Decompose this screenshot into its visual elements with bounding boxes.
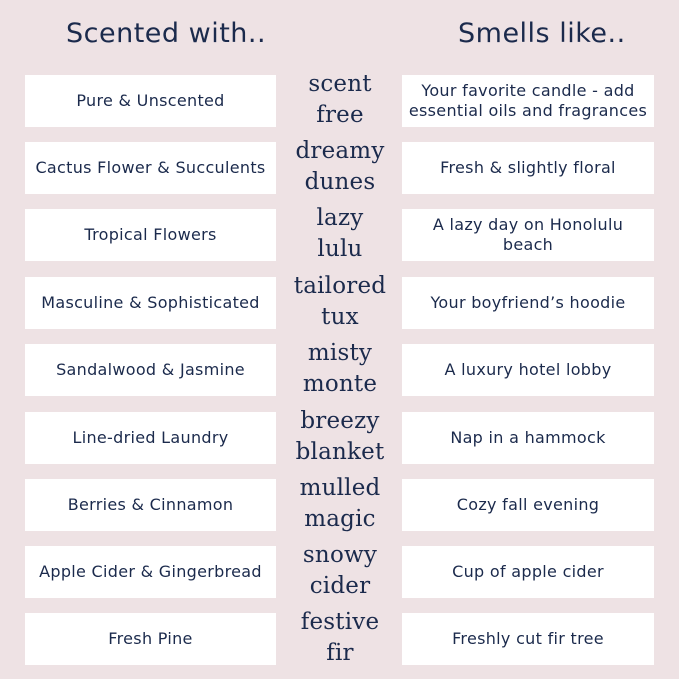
candle-name-line2: lulu: [317, 236, 363, 262]
smells-like-text: A lazy day on Honolulu beach: [432, 215, 624, 254]
candle-name-line1: festive: [300, 609, 380, 635]
scent-notes: Fresh Pine: [108, 629, 193, 648]
scent-notes-box: [25, 546, 276, 598]
scent-row: [0, 71, 679, 129]
scent-notes: Masculine & Sophisticated: [41, 293, 260, 312]
scent-notes: Apple Cider & Gingerbread: [39, 562, 262, 581]
candle-name-line2: blanket: [295, 439, 385, 465]
candle-name: [280, 136, 400, 198]
smells-like-text: Cup of apple cider: [452, 562, 604, 581]
candle-name-line1: lazy: [316, 205, 364, 231]
scent-row: [0, 475, 679, 533]
scented-with-heading: Scented with..: [66, 18, 267, 49]
scent-row: [0, 542, 679, 600]
scent-notes-box: [25, 209, 276, 261]
candle-name: [280, 271, 400, 333]
candle-name: [280, 69, 400, 131]
candle-name-line2: magic: [304, 506, 376, 532]
candle-name-line2: monte: [302, 371, 378, 397]
smells-like-text: Your boyfriend’s hoodie: [430, 293, 626, 312]
candle-name: [280, 203, 400, 265]
scent-row: [0, 609, 679, 667]
candle-name: [280, 607, 400, 669]
candle-name-line1: mulled: [299, 475, 381, 501]
smells-like-heading: Smells like..: [458, 18, 626, 49]
smells-like-text: A luxury hotel lobby: [444, 360, 612, 379]
candle-name: [280, 338, 400, 400]
scent-notes-box: [25, 412, 276, 464]
candle-name-line2: dunes: [304, 169, 376, 195]
scent-notes: Pure & Unscented: [76, 91, 225, 110]
candle-name-line1: tailored: [293, 273, 387, 299]
scent-notes: Berries & Cinnamon: [67, 495, 234, 514]
smells-like-text: Freshly cut fir tree: [452, 629, 604, 648]
scent-notes-box: [25, 344, 276, 396]
candle-name-line1: scent: [308, 71, 372, 97]
smells-like-box: [402, 142, 654, 194]
candle-name-line2: free: [316, 102, 364, 128]
smells-like-text: Nap in a hammock: [450, 428, 606, 447]
candle-name-line1: misty: [307, 340, 373, 366]
scent-row: [0, 205, 679, 263]
scent-notes-box: [25, 613, 276, 665]
scent-notes: Cactus Flower & Succulents: [35, 158, 266, 177]
smells-like-box: [402, 344, 654, 396]
scent-notes: Line-dried Laundry: [72, 428, 229, 447]
smells-like-text: Cozy fall evening: [456, 495, 600, 514]
smells-like-box: [402, 412, 654, 464]
scent-notes: Tropical Flowers: [84, 225, 217, 244]
scent-notes-box: [25, 277, 276, 329]
candle-name-line1: breezy: [300, 408, 380, 434]
smells-like-text: Your favorite candle - add essential oils and fragrances: [408, 81, 648, 120]
candle-name-line1: dreamy: [295, 138, 385, 164]
scent-row: [0, 340, 679, 398]
smells-like-text: Fresh & slightly floral: [440, 158, 616, 177]
scent-notes-box: [25, 142, 276, 194]
smells-like-box: [402, 75, 654, 127]
smells-like-box: [402, 613, 654, 665]
smells-like-box: [402, 479, 654, 531]
candle-name: [280, 473, 400, 535]
candle-name: [280, 406, 400, 468]
scent-row: [0, 408, 679, 466]
scent-notes-box: [25, 479, 276, 531]
scent-notes: Sandalwood & Jasmine: [56, 360, 245, 379]
scent-notes-box: [25, 75, 276, 127]
candle-name-line2: fir: [326, 640, 354, 666]
scent-row: [0, 138, 679, 196]
scent-row: [0, 273, 679, 331]
candle-name-line1: snowy: [302, 542, 378, 568]
smells-like-box: [402, 209, 654, 261]
candle-name-line2: cider: [309, 573, 371, 599]
candle-name: [280, 540, 400, 602]
smells-like-box: [402, 277, 654, 329]
candle-name-line2: tux: [321, 304, 359, 330]
smells-like-box: [402, 546, 654, 598]
